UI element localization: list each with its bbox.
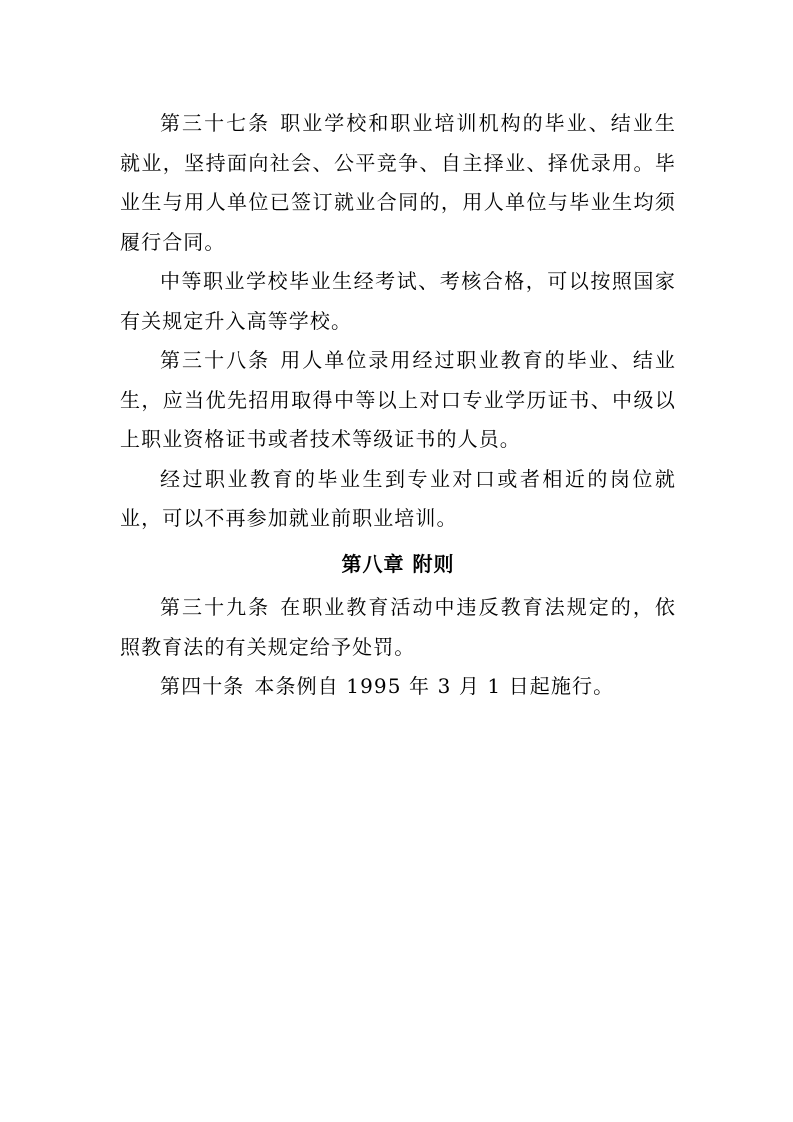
article-text: 在职业教育活动中违反教育法规定的，依照教育法的有关规定给予处罚。 [120,595,676,659]
article-text: 本条例自 1995 年 3 月 1 日起施行。 [254,674,615,698]
paragraph-article-40 [120,667,676,707]
paragraph-secondary-graduates [120,262,676,341]
chapter-heading [120,539,676,589]
chapter-number: 第八章 [341,551,405,576]
paragraph-article-37 [120,104,676,262]
paragraph-text: 经过职业教育的毕业生到专业对口或者相近的岗位就业，可以不再参加就业前职业培训。 [120,466,676,530]
article-text: 用人单位录用经过职业教育的毕业、结业生，应当优先招用取得中等以上对口专业学历证书、中级以上职业资格证书或者技术等级证书的人员。 [120,348,676,451]
article-number: 第四十条 [160,674,245,698]
article-number: 第三十七条 [160,111,271,135]
document-page [120,104,676,707]
paragraph-text: 中等职业学校毕业生经考试、考核合格，可以按照国家有关规定升入高等学校。 [120,269,676,333]
article-number: 第三十八条 [160,348,271,372]
article-number: 第三十九条 [160,595,271,619]
paragraph-job-training [120,460,676,539]
chapter-title: 附则 [412,551,455,576]
paragraph-article-39 [120,588,676,667]
article-text: 职业学校和职业培训机构的毕业、结业生就业，坚持面向社会、公平竞争、自主择业、择优录用。毕业生与用人单位已签订就业合同的，用人单位与毕业生均须履行合同。 [120,111,676,254]
paragraph-article-38 [120,341,676,460]
